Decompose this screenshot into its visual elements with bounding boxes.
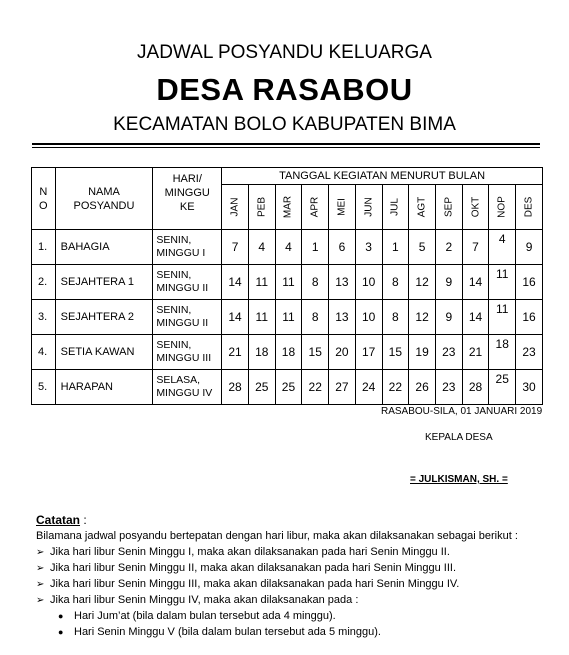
date-cell: 16 (516, 265, 543, 300)
arrow-icon: ➢ (36, 595, 45, 606)
posyandu-name: HARAPAN (55, 370, 153, 405)
date-cell: 10 (355, 300, 382, 335)
date-cell: 1 (382, 230, 409, 265)
date-cell: 25 (248, 370, 275, 405)
place-date: RASABOU-SILA, 01 JANUARI 2019 (381, 406, 543, 417)
date-cell: 20 (329, 335, 356, 370)
date-cell: 4 (275, 230, 302, 265)
note-bullet-text: Hari Jum’at (bila dalam bulan tersebut ada 4 minggu). (74, 610, 336, 622)
row-number: 4. (32, 335, 56, 370)
date-cell: 24 (355, 370, 382, 405)
row-number: 1. (32, 230, 56, 265)
note-item-text: Jika hari libur Senin Minggu II, maka akan dilaksanakan pada hari Senin Minggu III. (50, 562, 457, 574)
row-day: SENIN, MINGGU I (153, 230, 222, 265)
arrow-icon: ➢ (36, 547, 45, 558)
note-item (36, 562, 456, 574)
date-cell: 11 (275, 265, 302, 300)
title-line-1: JADWAL POSYANDU KELUARGA (137, 42, 432, 63)
date-cell: 21 (222, 335, 249, 370)
date-cell: 11 (489, 300, 516, 335)
title-rule (32, 143, 540, 145)
row-day: SENIN, MINGGU III (153, 335, 222, 370)
date-cell: 16 (516, 300, 543, 335)
month-header: NOP (489, 185, 516, 230)
row-day: SENIN, MINGGU II (153, 265, 222, 300)
date-cell: 13 (329, 265, 356, 300)
posyandu-name: SEJAHTERA 1 (55, 265, 153, 300)
date-cell: 26 (409, 370, 436, 405)
row-number: 5. (32, 370, 56, 405)
header-no: N O (32, 168, 56, 230)
date-cell: 4 (248, 230, 275, 265)
row-number: 3. (32, 300, 56, 335)
row-day: SELASA, MINGGU IV (153, 370, 222, 405)
month-header: AGT (409, 185, 436, 230)
month-header: PEB (248, 185, 275, 230)
date-cell: 7 (462, 230, 489, 265)
month-header: SEP (435, 185, 462, 230)
title-rule-2 (32, 147, 540, 148)
table-row (32, 300, 543, 335)
date-cell: 8 (302, 265, 329, 300)
note-bullet (58, 610, 336, 622)
posyandu-name: SEJAHTERA 2 (55, 300, 153, 335)
table-row (32, 265, 543, 300)
note-item (36, 578, 459, 590)
note-item-text: Jika hari libur Senin Minggu III, maka akan dilaksanakan pada hari Senin Minggu IV. (50, 578, 460, 590)
arrow-icon: ➢ (36, 563, 45, 574)
date-cell: 13 (329, 300, 356, 335)
date-cell: 6 (329, 230, 356, 265)
date-cell: 25 (275, 370, 302, 405)
date-cell: 9 (435, 300, 462, 335)
date-cell: 11 (248, 300, 275, 335)
date-cell: 9 (435, 265, 462, 300)
month-header: JAN (222, 185, 249, 230)
date-cell: 12 (409, 300, 436, 335)
month-header: MAR (275, 185, 302, 230)
signer-position: KEPALA DESA (425, 432, 493, 443)
date-cell: 1 (302, 230, 329, 265)
date-cell: 27 (329, 370, 356, 405)
posyandu-name: BAHAGIA (55, 230, 153, 265)
date-cell: 14 (462, 300, 489, 335)
date-cell: 10 (355, 265, 382, 300)
arrow-icon: ➢ (36, 579, 45, 590)
date-cell: 9 (516, 230, 543, 265)
header-day: HARI/ MINGGU KE (153, 168, 222, 230)
month-header: OKT (462, 185, 489, 230)
date-cell: 7 (222, 230, 249, 265)
date-cell: 11 (489, 265, 516, 300)
date-cell: 2 (435, 230, 462, 265)
date-cell: 19 (409, 335, 436, 370)
date-cell: 4 (489, 230, 516, 265)
note-item (36, 546, 450, 558)
date-cell: 22 (302, 370, 329, 405)
table-row (32, 335, 543, 370)
date-cell: 25 (489, 370, 516, 405)
date-cell: 23 (435, 335, 462, 370)
date-cell: 30 (516, 370, 543, 405)
date-cell: 3 (355, 230, 382, 265)
date-cell: 14 (462, 265, 489, 300)
date-cell: 11 (275, 300, 302, 335)
date-cell: 15 (382, 335, 409, 370)
title-line-2: DESA RASABOU (156, 72, 413, 107)
header-dates-span: TANGGAL KEGIATAN MENURUT BULAN (222, 168, 543, 185)
month-header: JUN (355, 185, 382, 230)
notes-title-suffix: : (80, 513, 87, 527)
date-cell: 14 (222, 265, 249, 300)
signer-name: = JULKISMAN, SH. = (410, 474, 508, 485)
notes-title: Catatan (36, 513, 81, 527)
date-cell: 18 (275, 335, 302, 370)
month-header: APR (302, 185, 329, 230)
posyandu-name: SETIA KAWAN (55, 335, 153, 370)
date-cell: 23 (516, 335, 543, 370)
header-name: NAMA POSYANDU (55, 168, 153, 230)
date-cell: 5 (409, 230, 436, 265)
note-item-text: Jika hari libur Senin Minggu IV, maka akan dilaksanakan pada : (50, 594, 359, 606)
date-cell: 8 (382, 265, 409, 300)
date-cell: 18 (489, 335, 516, 370)
date-cell: 22 (382, 370, 409, 405)
date-cell: 12 (409, 265, 436, 300)
note-item (36, 594, 358, 606)
note-bullet (58, 626, 381, 638)
table-row (32, 230, 543, 265)
notes-intro: Bilamana jadwal posyandu bertepatan dengan hari libur, maka akan dilaksanakan sebagai berikut : (36, 530, 518, 542)
bullet-icon: ● (58, 627, 64, 637)
date-cell: 8 (382, 300, 409, 335)
date-cell: 11 (248, 265, 275, 300)
table-row (32, 370, 543, 405)
schedule-table (31, 167, 543, 405)
row-day: SENIN, MINGGU II (153, 300, 222, 335)
title-line-3: KECAMATAN BOLO KABUPATEN BIMA (113, 114, 456, 135)
date-cell: 28 (222, 370, 249, 405)
bullet-icon: ● (58, 611, 64, 621)
month-header: DES (516, 185, 543, 230)
month-header: MEI (329, 185, 356, 230)
date-cell: 14 (222, 300, 249, 335)
note-bullet-text: Hari Senin Minggu V (bila dalam bulan tersebut ada 5 minggu). (74, 626, 381, 638)
date-cell: 15 (302, 335, 329, 370)
date-cell: 17 (355, 335, 382, 370)
date-cell: 18 (248, 335, 275, 370)
row-number: 2. (32, 265, 56, 300)
date-cell: 21 (462, 335, 489, 370)
date-cell: 8 (302, 300, 329, 335)
note-item-text: Jika hari libur Senin Minggu I, maka akan dilaksanakan pada hari Senin Minggu II. (50, 546, 450, 558)
date-cell: 23 (435, 370, 462, 405)
notes-heading (36, 513, 87, 527)
date-cell: 28 (462, 370, 489, 405)
month-header: JUL (382, 185, 409, 230)
